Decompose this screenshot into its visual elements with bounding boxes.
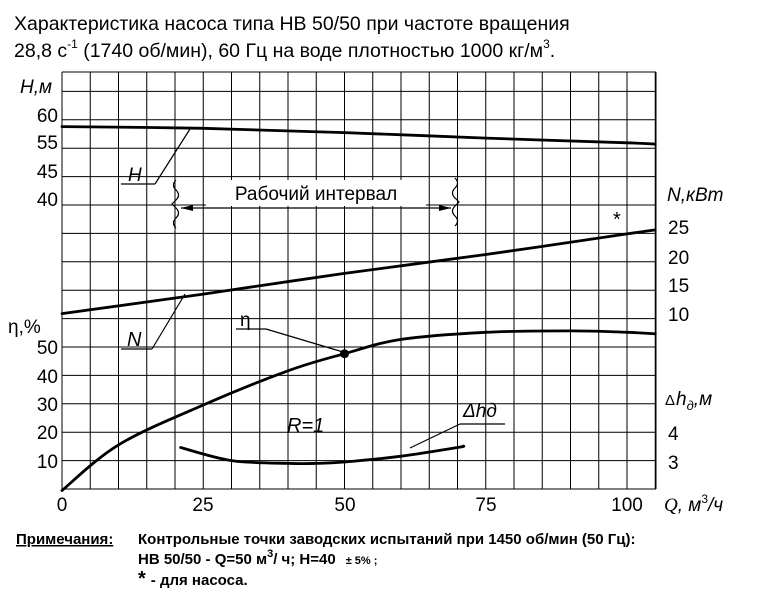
title-part-a: 28,8 с: [14, 40, 68, 62]
h-axis-label: H,м: [20, 77, 53, 98]
dh-axis-unit: ,м: [693, 389, 713, 410]
chart-title-line1: Характеристика насоса типа НВ 50/50 при частоте вращения: [14, 13, 570, 35]
x-axis-label: [664, 492, 723, 516]
eta-label-leader: [266, 329, 343, 352]
note-line3-star: *: [138, 568, 146, 590]
rpm-marker: *: [613, 209, 621, 231]
dh-axis-label: [665, 389, 712, 413]
x-tick: 75: [475, 495, 497, 516]
working-range-arrow-left: [181, 205, 193, 211]
n-tick: 15: [668, 276, 690, 297]
dh-axis-ticks: [668, 424, 679, 474]
note-line2-b: / ч; Н=40: [273, 551, 336, 568]
dh-axis-sub: д: [686, 398, 694, 413]
n-tick: 25: [668, 218, 690, 239]
x-tick: 25: [192, 495, 214, 516]
working-range-arrow-right: [439, 205, 451, 211]
note-line3: [138, 568, 248, 590]
x-axis-sup: 3: [701, 492, 709, 506]
working-range-right-brace: [453, 178, 460, 226]
r-label: R=1: [287, 415, 325, 437]
control-point-marker: [340, 349, 349, 358]
x-axis-q: Q: [664, 495, 678, 516]
h-tick: 55: [36, 133, 58, 154]
h-tick: 45: [36, 162, 58, 183]
n-curve: [62, 230, 655, 314]
chart-title-line2: [14, 37, 555, 62]
x-axis-ticks: [57, 495, 643, 516]
title-part-c: .: [549, 40, 556, 62]
h-label-leader: [155, 129, 190, 184]
working-range-annotation: [172, 178, 459, 228]
title-sup-2: 3: [543, 37, 550, 51]
eta-axis-ticks: [37, 338, 58, 473]
dh-tick: 3: [668, 453, 679, 474]
eta-curve-label: η: [240, 310, 251, 331]
eta-tick: 40: [36, 367, 58, 388]
h-curve-label: H: [128, 165, 142, 186]
note-line2-sup: 3: [267, 548, 274, 560]
title-part-b: (1740 об/мин), 60 Гц на воде плотностью 1000 кг/м: [77, 40, 544, 62]
note-line2: [138, 548, 377, 568]
title-sup-1: -1: [67, 37, 78, 51]
x-axis-sep: , м: [677, 495, 702, 516]
x-axis-unit: /ч: [708, 495, 724, 516]
note-line2-a: НВ 50/50 - Q=50 м: [138, 551, 268, 568]
h-tick: 60: [36, 106, 58, 127]
x-tick: 50: [334, 495, 356, 516]
eta-curve: [62, 331, 655, 491]
note-line2-tol: ± 5% ;: [345, 555, 378, 567]
eta-tick: 20: [36, 423, 58, 444]
note-line1: Контрольные точки заводских испытаний при 1450 об/мин (50 Гц):: [138, 531, 636, 548]
eta-tick: 10: [36, 452, 58, 473]
dh-curve-label: Δhд: [463, 401, 497, 422]
dh-axis-delta: Δ: [665, 392, 676, 409]
n-curve-label: N: [127, 329, 142, 351]
dh-axis-h: h: [676, 389, 687, 410]
note-block: [16, 531, 635, 590]
eta-tick: 30: [36, 395, 58, 416]
eta-tick: 50: [36, 338, 58, 359]
h-tick: 40: [36, 190, 58, 211]
n-tick: 20: [668, 248, 690, 269]
n-axis-label: N,кВт: [667, 185, 724, 206]
note-label: Примечания:: [16, 531, 114, 548]
x-tick: 100: [611, 495, 643, 516]
n-axis-ticks: [668, 218, 689, 326]
h-curve: [62, 127, 655, 145]
eta-axis-label: η,%: [8, 317, 41, 338]
dh-tick: 4: [668, 424, 679, 445]
n-label-leader: [152, 294, 185, 349]
h-axis-ticks: [37, 106, 58, 211]
x-tick: 0: [56, 495, 68, 516]
working-range-label: Рабочий интервал: [234, 184, 398, 205]
dh-label-leader: [410, 424, 460, 448]
note-line3-text: - для насоса.: [150, 572, 248, 589]
n-tick: 10: [668, 305, 690, 326]
